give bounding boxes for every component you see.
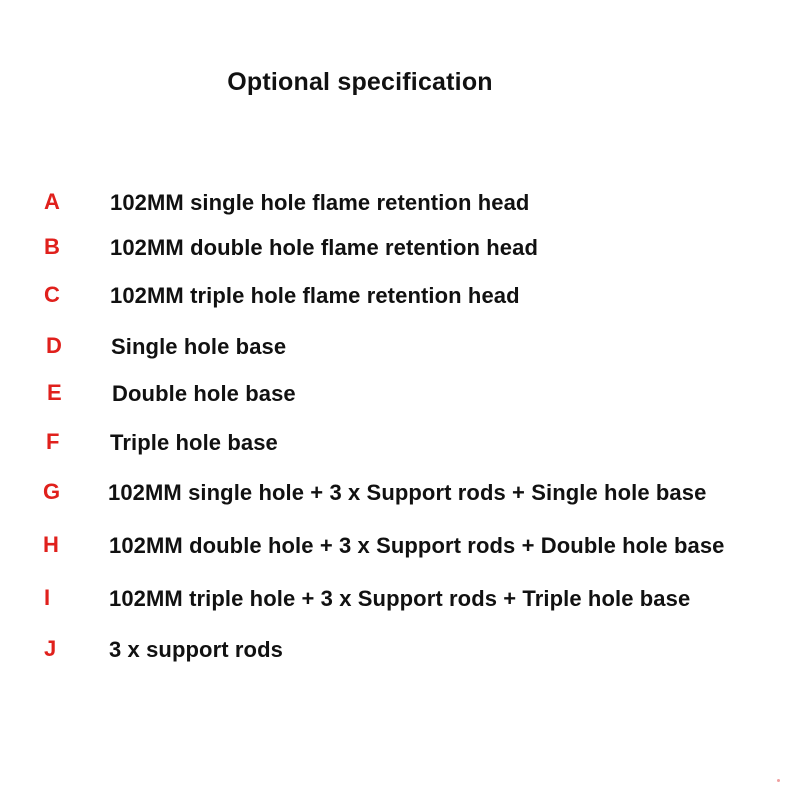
spec-text: Double hole base: [112, 381, 296, 406]
spec-letter: I: [44, 585, 51, 610]
decorative-dot: [777, 779, 780, 782]
spec-letter: F: [46, 429, 60, 454]
spec-item-a: [0, 188, 800, 222]
spec-text: 102MM triple hole + 3 x Support rods + Triple hole base: [109, 586, 691, 611]
spec-item-e: [0, 379, 800, 413]
spec-letter: D: [46, 333, 62, 358]
spec-item-g: [0, 478, 800, 512]
spec-letter: E: [47, 380, 62, 405]
spec-text: 3 x support rods: [109, 637, 283, 662]
spec-item-c: [0, 281, 800, 315]
spec-letter: C: [44, 282, 60, 307]
spec-text: 102MM double hole + 3 x Support rods + Double hole base: [109, 533, 725, 558]
spec-item-h: [0, 531, 800, 565]
spec-text: Triple hole base: [110, 430, 278, 455]
spec-item-j: [0, 635, 800, 669]
spec-letter: G: [43, 479, 61, 504]
spec-letter: A: [44, 189, 60, 214]
spec-text: 102MM single hole flame retention head: [110, 190, 530, 215]
spec-letter: J: [44, 636, 57, 661]
spec-letter: B: [44, 234, 60, 259]
spec-text: Single hole base: [111, 334, 287, 359]
spec-item-f: [0, 428, 800, 462]
spec-text: 102MM triple hole flame retention head: [110, 283, 520, 308]
page-title: Optional specification: [227, 68, 493, 96]
spec-item-b: [0, 233, 800, 267]
spec-item-i: [0, 584, 800, 618]
spec-item-d: [0, 332, 800, 366]
spec-letter: H: [43, 532, 59, 557]
spec-text: 102MM single hole + 3 x Support rods + Single hole base: [108, 480, 707, 505]
spec-text: 102MM double hole flame retention head: [110, 235, 538, 260]
